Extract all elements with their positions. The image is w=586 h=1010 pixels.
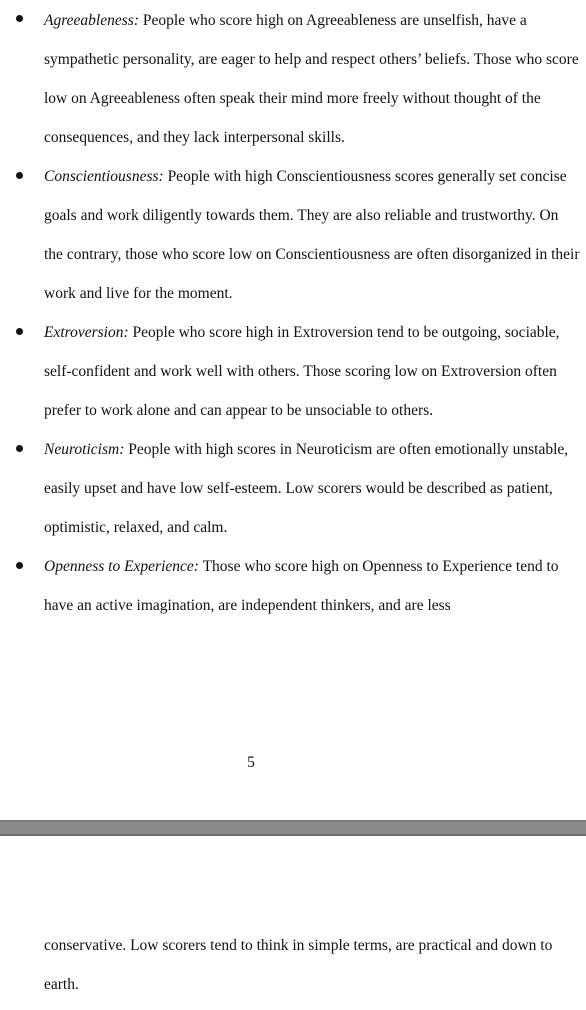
- trait-description: Those who score high on Openness to Experience tend to have an active imagination, are independent thinkers, and are less: [44, 558, 559, 614]
- bullet-item-neuroticism: [0, 430, 586, 547]
- bullet-dot-icon: [16, 562, 23, 569]
- bullet-item-conscientiousness: [0, 157, 586, 313]
- trait-description: People with high Conscientiousness scores generally set concise goals and work diligently towards them. They are also reliable and trustworthy. On the contrary, those who score low on Conscientiousness are often disorganized in their work and live for the moment.: [44, 168, 580, 302]
- bullet-dot-icon: [16, 15, 23, 22]
- bullet-dot-icon: [16, 328, 23, 335]
- bullet-item-agreeableness: [0, 0, 586, 157]
- trait-description: People who score high in Extroversion tend to be outgoing, sociable, self-confident and work well with others. Those scoring low on Extroversion often prefer to work alone and can appear to be unsociable to others.: [44, 324, 560, 419]
- document-page-next: [0, 836, 586, 1010]
- bullet-dot-icon: [16, 172, 23, 179]
- trait-term: Agreeableness:: [44, 12, 139, 29]
- trait-term: Neuroticism:: [44, 441, 125, 458]
- trait-description: People who score high on Agreeableness are unselfish, have a sympathetic personality, are eager to help and respect others’ beliefs. Those who score low on Agreeableness often speak their mind more freely without thought of the consequences, and they lack interpersonal skills.: [44, 12, 579, 146]
- bullet-item-openness: [0, 547, 586, 625]
- trait-term: Extroversion:: [44, 324, 129, 341]
- page-number: 5: [247, 754, 255, 771]
- trait-term: Openness to Experience:: [44, 558, 199, 575]
- bullet-dot-icon: [16, 445, 23, 452]
- trait-description: People with high scores in Neuroticism are often emotionally unstable, easily upset and have low self-esteem. Low scorers would be described as patient, optimistic, relaxed, and calm.: [44, 441, 569, 536]
- trait-term: Conscientiousness:: [44, 168, 164, 185]
- page-break-divider: [0, 820, 586, 836]
- continuation-paragraph: conservative. Low scorers tend to think in simple terms, are practical and down to earth.: [44, 937, 553, 993]
- bullet-item-extroversion: [0, 313, 586, 430]
